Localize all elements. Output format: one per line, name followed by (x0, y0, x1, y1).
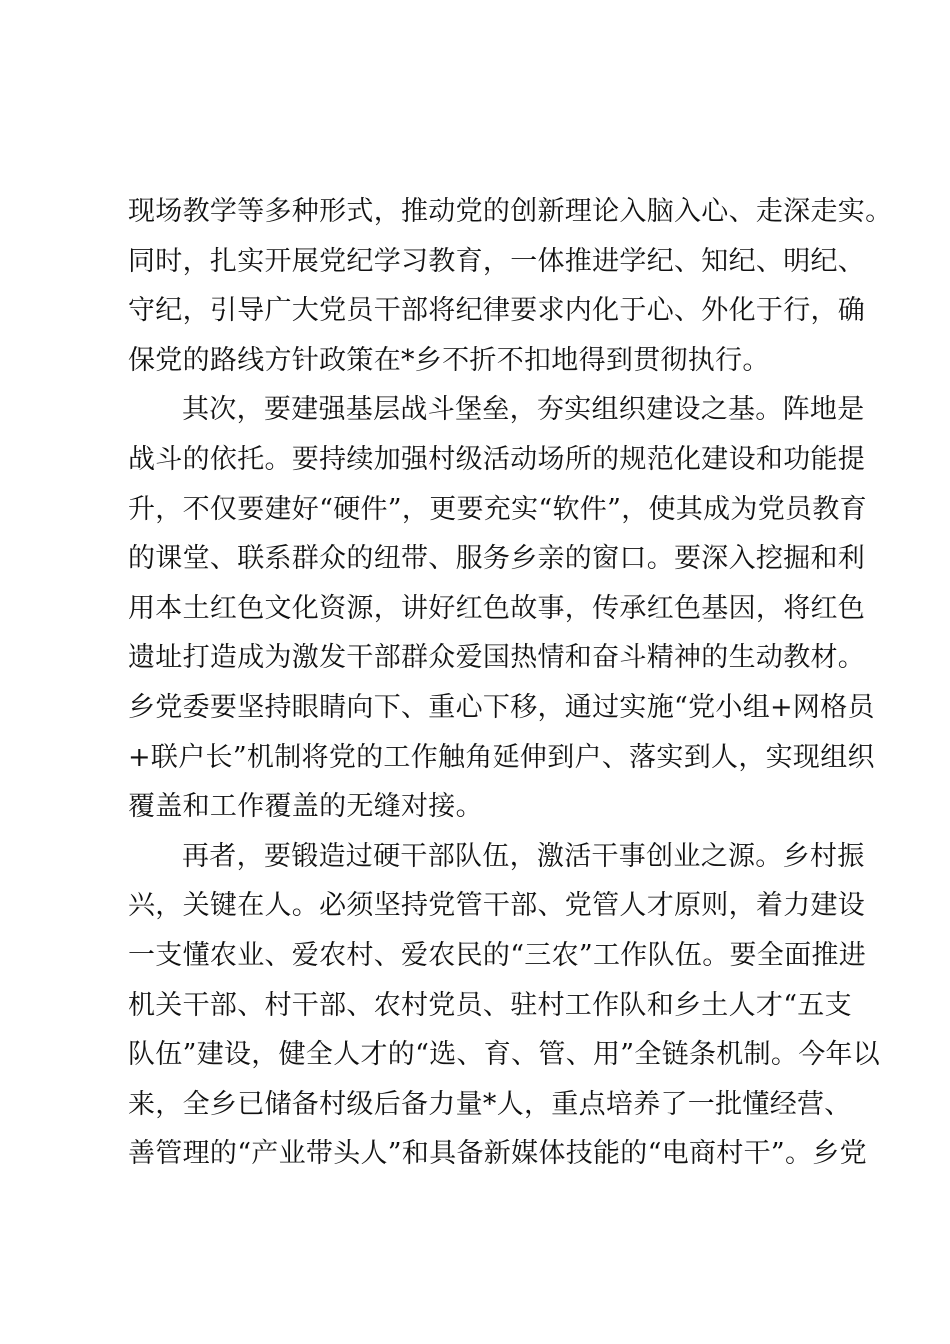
text-line: 的课堂、联系群众的纽带、服务乡亲的窗口。要深入挖掘和利 (128, 543, 866, 575)
text-line: 守纪，引导广大党员干部将纪律要求内化于心、外化于行，确 (128, 295, 866, 327)
text-line: +联户长”机制将党的工作触角延伸到户、落实到人，实现组织 (128, 741, 875, 773)
text-line: 善管理的“产业带头人”和具备新媒体技能的“电商村干”。乡党 (128, 1138, 867, 1170)
text-line: 升，不仅要建好“硬件”，更要充实“软件”，使其成为党员教育 (128, 493, 867, 525)
text-line: 同时，扎实开展党纪学习教育，一体推进学纪、知纪、明纪、 (128, 245, 866, 277)
text-line: 来，全乡已储备村级后备力量*人，重点培养了一批懂经营、 (128, 1088, 852, 1120)
document-body (128, 187, 893, 1179)
text-line: 机关干部、村干部、农村党员、驻村工作队和乡土人才“五支 (128, 989, 852, 1021)
text-line: 乡党委要坚持眼睛向下、重心下移，通过实施“党小组+网格员 (128, 691, 875, 723)
text-line: 兴，关键在人。必须坚持党管干部、党管人才原则，着力建设 (128, 890, 866, 922)
text-line: 覆盖和工作覆盖的无缝对接。 (128, 791, 483, 823)
text-line: 用本土红色文化资源，讲好红色故事，传承红色基因，将红色 (128, 592, 866, 624)
paragraph-first-line: 其次，要建强基层战斗堡垒，夯实组织建设之基。阵地是 (182, 394, 865, 426)
text-line: 保党的路线方针政策在*乡不折不扣地得到贯彻执行。 (128, 344, 770, 376)
paragraph-first-line: 再者，要锻造过硬干部队伍，激活干事创业之源。乡村振 (182, 840, 865, 872)
text-line: 现场教学等多种形式，推动党的创新理论入脑入心、走深走实。 (128, 196, 893, 227)
text-line: 队伍”建设，健全人才的“选、育、管、用”全链条机制。今年以 (128, 1039, 881, 1071)
text-line: 战斗的依托。要持续加强村级活动场所的规范化建设和功能提 (128, 443, 866, 475)
text-line: 遗址打造成为激发干部群众爱国热情和奋斗精神的生动教材。 (128, 642, 866, 674)
text-line: 一支懂农业、爱农村、爱农民的“三农”工作队伍。要全面推进 (128, 939, 867, 971)
